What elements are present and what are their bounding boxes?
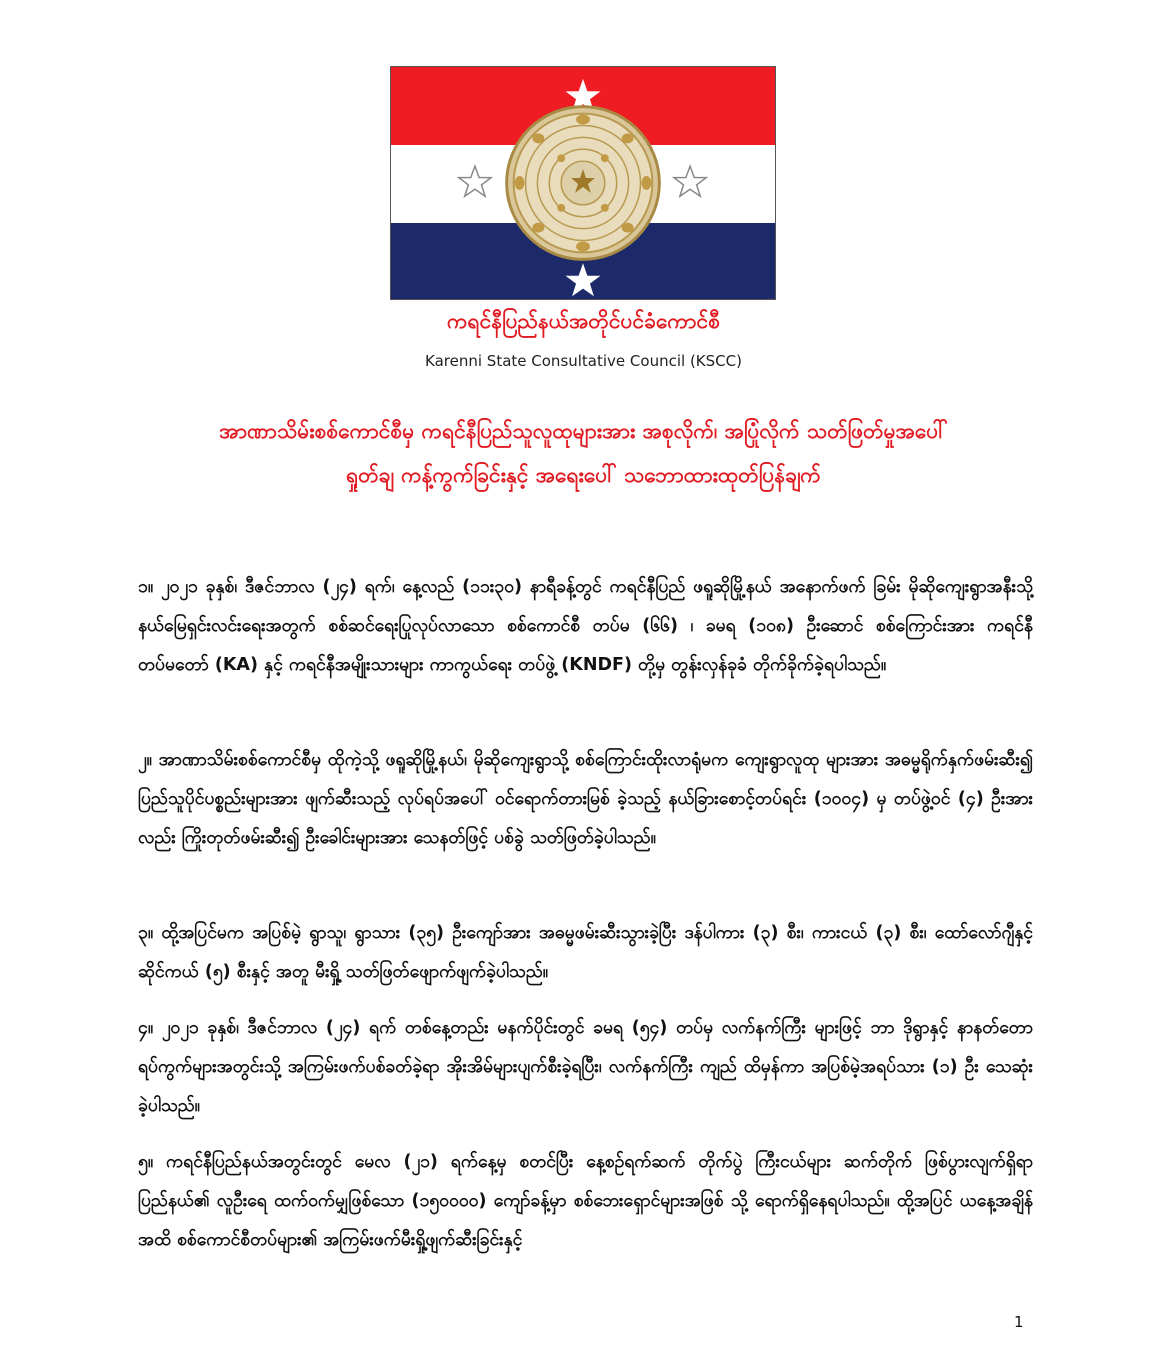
left-star-icon <box>459 166 491 196</box>
bronze-drum-seal-icon <box>507 107 660 260</box>
org-name-burmese: ကရင်နီပြည်နယ်အတိုင်ပင်ခံကောင်စီ <box>446 309 721 333</box>
statement-title-line-1: အာဏာသိမ်းစစ်ကောင်စီမှ ကရင်နီပြည်သူလူထုများအား အစုလိုက်၊ အပြုံလိုက် သတ်ဖြတ်မှုအပေါ် <box>219 419 948 443</box>
org-name-english: Karenni State Consultative Council (KSCC) <box>425 352 742 370</box>
bottom-star-icon <box>566 263 601 296</box>
page-number: 1 <box>1014 1313 1024 1331</box>
paragraph-5: ၅။ ကရင်နီပြည်နယ်အတွင်းတွင် မေလ (၂၁) ရက်နေ့မှ စတင်ပြီး နေ့စဉ်ရက်ဆက် တိုက်ပွဲ ကြီးငယ်များ ဆက်တိုက် ဖြစ်ပွားလျက်ရှိရာ ပြည်နယ်၏ လူဦးရေ ထက်ဝက်မျှဖြစ်သော (၁၅၀၀၀၀) ကျော်ခန့်မှာ စစ်ဘေးရှောင်များအဖြစ် သို့ ရောက်ရှိနေရပါသည်။ ထို့အပြင် ယနေ့အချိန်အထိ စစ်ကောင်စီတပ်များ၏ အကြမ်းဖက်မီးရှို့ဖျက်ဆီးခြင်းနှင့် <box>138 1152 1033 1250</box>
flag-emblems <box>391 67 775 299</box>
kscc-flag <box>390 66 776 300</box>
paragraph-1: ၁။ ၂၀၂၁ ခုနှစ်၊ ဒီဇင်ဘာလ (၂၄) ရက်၊ နေ့လည် (၁၁း၃၀) နာရီခန့်တွင် ကရင်နီပြည် ဖရူဆိုမြို့နယ် အနောက်ဖက် ခြမ်း မိုဆိုကျေးရွာအနီးသို့ နယ်မြေရှင်းလင်းရေးအတွက် စစ်ဆင်ရေးပြုလုပ်လာသော စစ်ကောင်စီ တပ်မ (၆၆) ၊ ခမရ (၁၀၈) ဦးဆောင် စစ်ကြောင်းအား ကရင်နီတပ်မတော် (KA) နှင့် ကရင်နီအမျိုးသားများ ကာကွယ်ရေး တပ်ဖွဲ့ (KNDF) တို့မှ တွန်းလှန်ခုခံ တိုက်ခိုက်ခဲ့ရပါသည်။ <box>138 577 1033 675</box>
right-star-icon <box>674 166 706 196</box>
paragraph-2: ၂။ အာဏာသိမ်းစစ်ကောင်စီမှ ထိုကဲ့သို့ ဖရူဆိုမြို့နယ်၊ မိုဆိုကျေးရွာသို့ စစ်ကြောင်းထိုးလာရုံမက ကျေးရွာလူထု များအား အဓမ္မရိုက်နှက်ဖမ်းဆီး၍ ပြည်သူပိုင်ပစ္စည်းများအား ဖျက်ဆီးသည့် လုပ်ရပ်အပေါ် ဝင်ရောက်တားမြစ် ခဲ့သည့် နယ်ခြားစောင့်တပ်ရင်း (၁၀၀၄) မှ တပ်ဖွဲ့ဝင် (၄) ဦးအားလည်း ကြိုးတုတ်ဖမ်းဆီး၍ ဦးခေါင်းများအား သေနတ်ဖြင့် ပစ်ခွဲ သတ်ဖြတ်ခဲ့ပါသည်။ <box>138 750 1033 848</box>
paragraph-4: ၄။ ၂၀၂၁ ခုနှစ်၊ ဒီဇင်ဘာလ (၂၄) ရက် တစ်နေ့တည်း မနက်ပိုင်းတွင် ခမရ (၅၄) တပ်မှ လက်နက်ကြီး များဖြင့် ဘာ ဒိုရွာနှင့် နာနတ်တောရပ်ကွက်များအတွင်းသို့ အကြမ်းဖက်ပစ်ခတ်ခဲ့ရာ အိုးအိမ်များပျက်စီးခဲ့ရပြီး၊ လက်နက်ကြီး ကျည် ထိမှန်ကာ အပြစ်မဲ့အရပ်သား (၁) ဦး သေဆုံးခဲ့ပါသည်။ <box>138 1018 1033 1116</box>
paragraph-3: ၃။ ထို့အပြင်မက အပြစ်မဲ့ ရွာသူ၊ ရွာသား (၃၅) ဦးကျော်အား အဓမ္မဖမ်းဆီးသွားခဲ့ပြီး ဒန်ပါကား (၃) စီး၊ ကားငယ် (၃) စီး၊ ထော်လော်ဂျီနှင့် ဆိုင်ကယ် (၅) စီးနှင့် အတူ မီးရှို့ သတ်ဖြတ်ဖျောက်ဖျက်ခဲ့ပါသည်။ <box>138 923 1033 982</box>
statement-title-line-2: ရှုတ်ချ ကန့်ကွက်ခြင်းနှင့် အရေးပေါ် သဘောထားထုတ်ပြန်ချက် <box>346 463 821 487</box>
